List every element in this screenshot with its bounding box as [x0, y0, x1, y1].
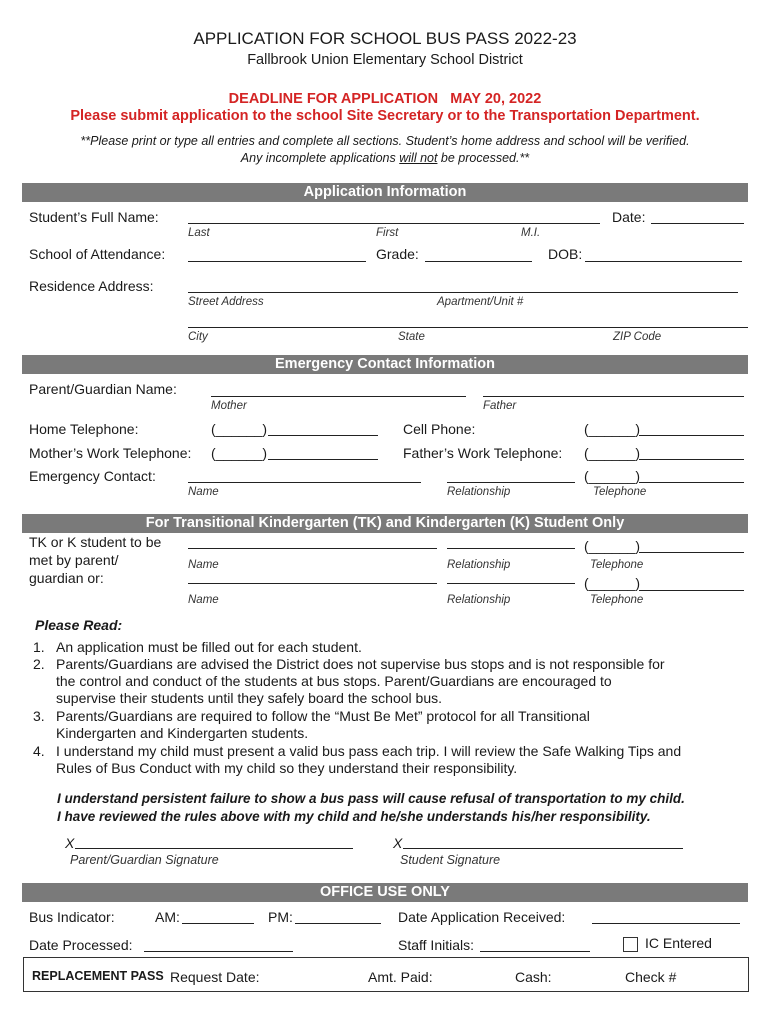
- instruction-text: Kindergarten and Kindergarten students.: [56, 725, 309, 741]
- city-state-zip-field[interactable]: [188, 327, 748, 328]
- caption-father: Father: [483, 400, 517, 412]
- date-processed-label: Date Processed:: [29, 937, 133, 953]
- deadline-text: DEADLINE FOR APPLICATION MAY 20, 2022: [228, 91, 542, 107]
- emergency-telephone-area[interactable]: (______): [584, 468, 641, 484]
- tk-label-line2: met by parent/: [29, 552, 119, 568]
- replacement-pass-label: REPLACEMENT PASS: [32, 969, 164, 983]
- mother-work-field[interactable]: [268, 459, 378, 460]
- emergency-name-field[interactable]: [188, 482, 421, 483]
- emergency-telephone-field[interactable]: [639, 482, 744, 483]
- incomplete-note-underline: will not: [399, 151, 438, 165]
- date-received-label: Date Application Received:: [398, 909, 566, 925]
- cash-label: Cash:: [515, 969, 552, 985]
- tk-label-line3: guardian or:: [29, 570, 104, 586]
- tk-telephone-field-1[interactable]: [639, 552, 744, 553]
- caption-city: City: [188, 331, 208, 343]
- instruction-item-3: [33, 708, 753, 743]
- dob-label: DOB:: [548, 246, 583, 262]
- emergency-contact-label: Emergency Contact:: [29, 468, 156, 484]
- instruction-text: Parents/Guardians are required to follow the “Must Be Met” protocol for all Transitional: [56, 708, 590, 724]
- section-office-use: OFFICE USE ONLY: [22, 883, 748, 902]
- tk-label-line1: TK or K student to be: [29, 534, 162, 550]
- instruction-item-1: [33, 639, 753, 656]
- am-label: AM:: [155, 909, 180, 925]
- tk-relationship-field-1[interactable]: [447, 548, 575, 549]
- staff-initials-label: Staff Initials:: [398, 937, 475, 953]
- father-work-area[interactable]: (______): [584, 445, 641, 461]
- tk-name-field-2[interactable]: [188, 583, 437, 584]
- instruction-item-4: [33, 743, 753, 778]
- student-signature-caption: Student Signature: [400, 853, 501, 867]
- grade-field[interactable]: [425, 261, 532, 262]
- request-date-label: Request Date:: [170, 969, 260, 985]
- home-telephone-label: Home Telephone:: [29, 421, 139, 437]
- caption-state: State: [398, 331, 425, 343]
- incomplete-note-a: Any incomplete applications: [240, 151, 400, 165]
- caption-last: Last: [188, 227, 210, 239]
- caption-street: Street Address: [188, 296, 264, 308]
- pm-label: PM:: [268, 909, 293, 925]
- caption-emergency-relationship: Relationship: [447, 486, 511, 498]
- mother-work-label: Mother’s Work Telephone:: [29, 445, 192, 461]
- tk-telephone-field-2[interactable]: [639, 590, 744, 591]
- parent-signature-field[interactable]: [75, 848, 353, 849]
- date-processed-field[interactable]: [144, 951, 293, 952]
- instruction-number: 1.: [33, 639, 45, 655]
- mother-work-area[interactable]: (______): [211, 445, 268, 461]
- parent-signature-x: X: [65, 835, 75, 851]
- submit-instructions: Please submit application to the school Site Secretary or to the Transportation Department.: [70, 108, 700, 124]
- instruction-text: supervise their students until they safely board the school bus.: [56, 690, 442, 706]
- section-tk-k: For Transitional Kindergarten (TK) and Kindergarten (K) Student Only: [22, 514, 748, 533]
- am-field[interactable]: [182, 923, 254, 924]
- student-signature-x: X: [393, 835, 403, 851]
- caption-first: First: [376, 227, 399, 239]
- section-emergency-contact: Emergency Contact Information: [22, 355, 748, 374]
- grade-label: Grade:: [376, 246, 419, 262]
- mother-name-field[interactable]: [211, 396, 466, 397]
- student-signature-field[interactable]: [403, 848, 683, 849]
- acknowledgement-line1: I understand persistent failure to show a bus pass will cause refusal of transportation to my child.: [57, 791, 685, 806]
- instruction-text: An application must be filled out for each student.: [56, 639, 362, 655]
- instruction-text: the control and conduct of the students at bus stops. Parent/Guardians are encouraged to: [56, 673, 612, 689]
- amt-paid-label: Amt. Paid:: [368, 969, 433, 985]
- print-instructions: **Please print or type all entries and complete all sections. Student’s home address and school will be verified.: [80, 134, 690, 148]
- please-read-heading: Please Read:: [35, 617, 123, 633]
- ic-entered-checkbox[interactable]: [623, 937, 638, 952]
- emergency-relationship-field[interactable]: [447, 482, 575, 483]
- check-number-label: Check #: [625, 969, 677, 985]
- residence-label: Residence Address:: [29, 278, 154, 294]
- form-title: APPLICATION FOR SCHOOL BUS PASS 2022-23: [193, 29, 577, 48]
- tk-name-field-1[interactable]: [188, 548, 437, 549]
- caption-tk-relationship-1: Relationship: [447, 559, 511, 571]
- school-label: School of Attendance:: [29, 246, 166, 262]
- caption-tk-relationship-2: Relationship: [447, 594, 511, 606]
- home-telephone-field[interactable]: [268, 435, 378, 436]
- cell-phone-area[interactable]: (______): [584, 421, 641, 437]
- home-telephone-area[interactable]: (______): [211, 421, 268, 437]
- pm-field[interactable]: [295, 923, 381, 924]
- tk-telephone-area-2[interactable]: (______): [584, 575, 641, 591]
- date-label: Date:: [612, 209, 646, 225]
- acknowledgement-line2: I have reviewed the rules above with my child and he/she understands his/her responsibility.: [57, 809, 651, 824]
- caption-tk-telephone-2: Telephone: [590, 594, 644, 606]
- ic-entered-label: IC Entered: [645, 935, 712, 951]
- bus-indicator-label: Bus Indicator:: [29, 909, 115, 925]
- father-work-field[interactable]: [639, 459, 744, 460]
- section-application-info: Application Information: [22, 183, 748, 202]
- incomplete-note-b: be processed.**: [437, 151, 530, 165]
- instruction-number: 4.: [33, 743, 45, 759]
- staff-initials-field[interactable]: [480, 951, 590, 952]
- caption-tk-telephone-1: Telephone: [590, 559, 644, 571]
- student-name-field[interactable]: [188, 223, 600, 224]
- caption-tk-name-2: Name: [188, 594, 219, 606]
- district-name: Fallbrook Union Elementary School District: [247, 52, 523, 68]
- incomplete-note: [0, 151, 770, 165]
- parent-signature-caption: Parent/Guardian Signature: [70, 853, 219, 867]
- student-name-label: Student’s Full Name:: [29, 209, 159, 225]
- tk-relationship-field-2[interactable]: [447, 583, 575, 584]
- caption-emergency-name: Name: [188, 486, 219, 498]
- instruction-item-2: [33, 656, 753, 708]
- caption-apartment: Apartment/Unit #: [437, 296, 524, 308]
- caption-emergency-telephone: Telephone: [593, 486, 647, 498]
- street-address-field[interactable]: [188, 292, 738, 293]
- caption-tk-name-1: Name: [188, 559, 219, 571]
- tk-telephone-area-1[interactable]: (______): [584, 538, 641, 554]
- dob-field[interactable]: [585, 261, 742, 262]
- instruction-text: Parents/Guardians are advised the District does not supervise bus stops and is not responsible for: [56, 656, 665, 672]
- instruction-text: I understand my child must present a valid bus pass each trip. I will review the Safe Walking Tips and: [56, 743, 682, 759]
- caption-mother: Mother: [211, 400, 247, 412]
- date-received-field[interactable]: [592, 923, 740, 924]
- instructions-list: [33, 639, 753, 779]
- father-work-label: Father’s Work Telephone:: [403, 445, 563, 461]
- caption-mi: M.I.: [521, 227, 541, 239]
- cell-phone-label: Cell Phone:: [403, 421, 476, 437]
- replacement-pass-box: [23, 957, 749, 992]
- instruction-number: 3.: [33, 708, 45, 724]
- date-field[interactable]: [651, 223, 744, 224]
- instruction-number: 2.: [33, 656, 45, 672]
- instruction-text: Rules of Bus Conduct with my child so they understand their responsibility.: [56, 760, 518, 776]
- father-name-field[interactable]: [483, 396, 744, 397]
- guardian-name-label: Parent/Guardian Name:: [29, 381, 177, 397]
- school-field[interactable]: [188, 261, 366, 262]
- cell-phone-field[interactable]: [639, 435, 744, 436]
- caption-zip: ZIP Code: [613, 331, 662, 343]
